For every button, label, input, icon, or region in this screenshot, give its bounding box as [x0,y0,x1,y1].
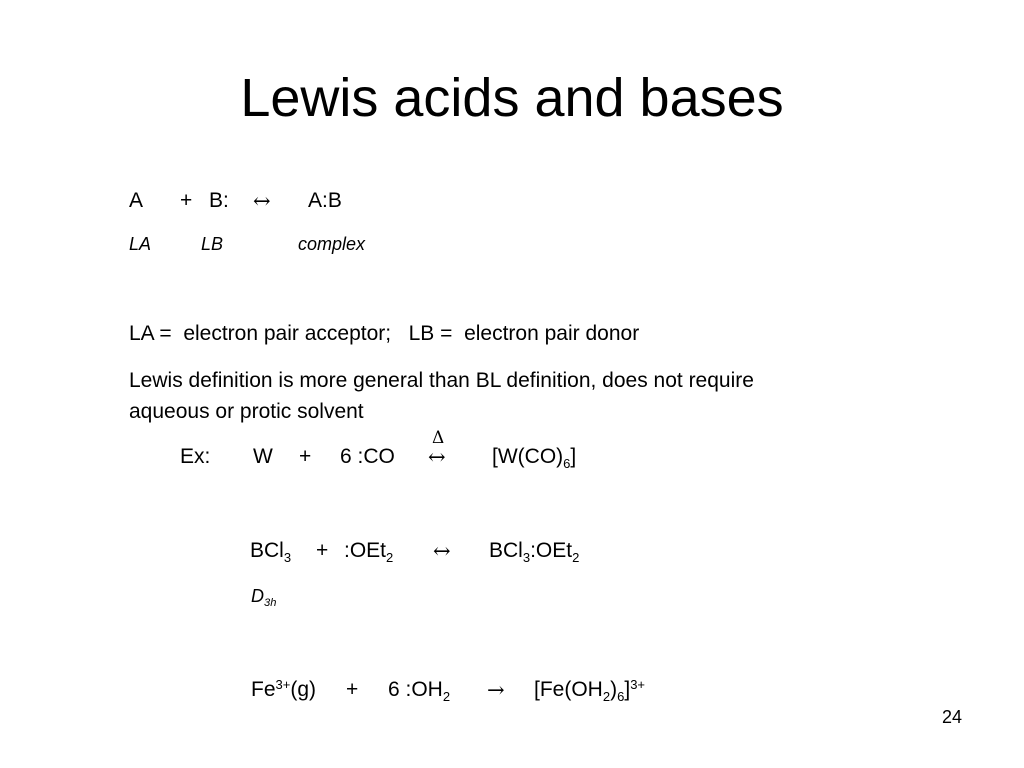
lewis-definition-line-1: Lewis definition is more general than BL definition, does not require [129,369,754,392]
label-lewis-base: LB [201,234,224,254]
iron-ion-reactant: $Fe^{3+}(g)$ [251,676,317,701]
plus-sign: + [316,539,329,562]
page-number: 24 [941,707,962,727]
plus-sign: + [346,678,359,701]
water-reactant: 6 $:OH_2$ [388,678,451,704]
lb-label: LB = [408,322,453,345]
label-complex: complex [298,234,366,254]
point-group-label: $D_{3h}$ [251,586,277,610]
lewis-definition-line-2: aqueous or protic solvent [129,400,364,423]
lb-definition: electron pair donor [464,322,640,345]
reaction-arrow-icon: → [487,678,505,702]
slide-title: Lewis acids and bases [240,68,784,128]
example-label: Ex: [180,445,211,468]
la-label: LA = [129,322,172,345]
plus-sign: + [180,189,193,212]
ether-reactant: :OEt$_2$ [344,539,394,565]
definitions-line [129,318,639,349]
bcl3-reactant: BCl$_3$ [250,539,292,565]
hexaaqua-iron-product: $[Fe(OH_2)_6]^{3+}$ [534,676,646,704]
acid-symbol: A [129,189,144,212]
carbonyl-reactant: 6 :CO [340,445,395,468]
label-lewis-acid: LA [129,234,152,254]
equilibrium-arrow-icon: ↔ [433,539,451,563]
la-definition: electron pair acceptor; [183,322,392,345]
plus-sign: + [299,445,312,468]
equilibrium-arrow-icon: ↔ [428,445,446,469]
adduct-product: BCl$_3$:OEt$_2$ [489,539,580,565]
product-symbol: A:B [308,189,342,212]
tungsten-carbonyl-product: $[W(CO)_6]$ [492,445,577,471]
heat-delta-icon: Δ [432,428,445,448]
tungsten-reactant: W [253,445,273,468]
equilibrium-arrow-icon: ↔ [253,189,271,213]
base-symbol: B: [209,189,229,212]
